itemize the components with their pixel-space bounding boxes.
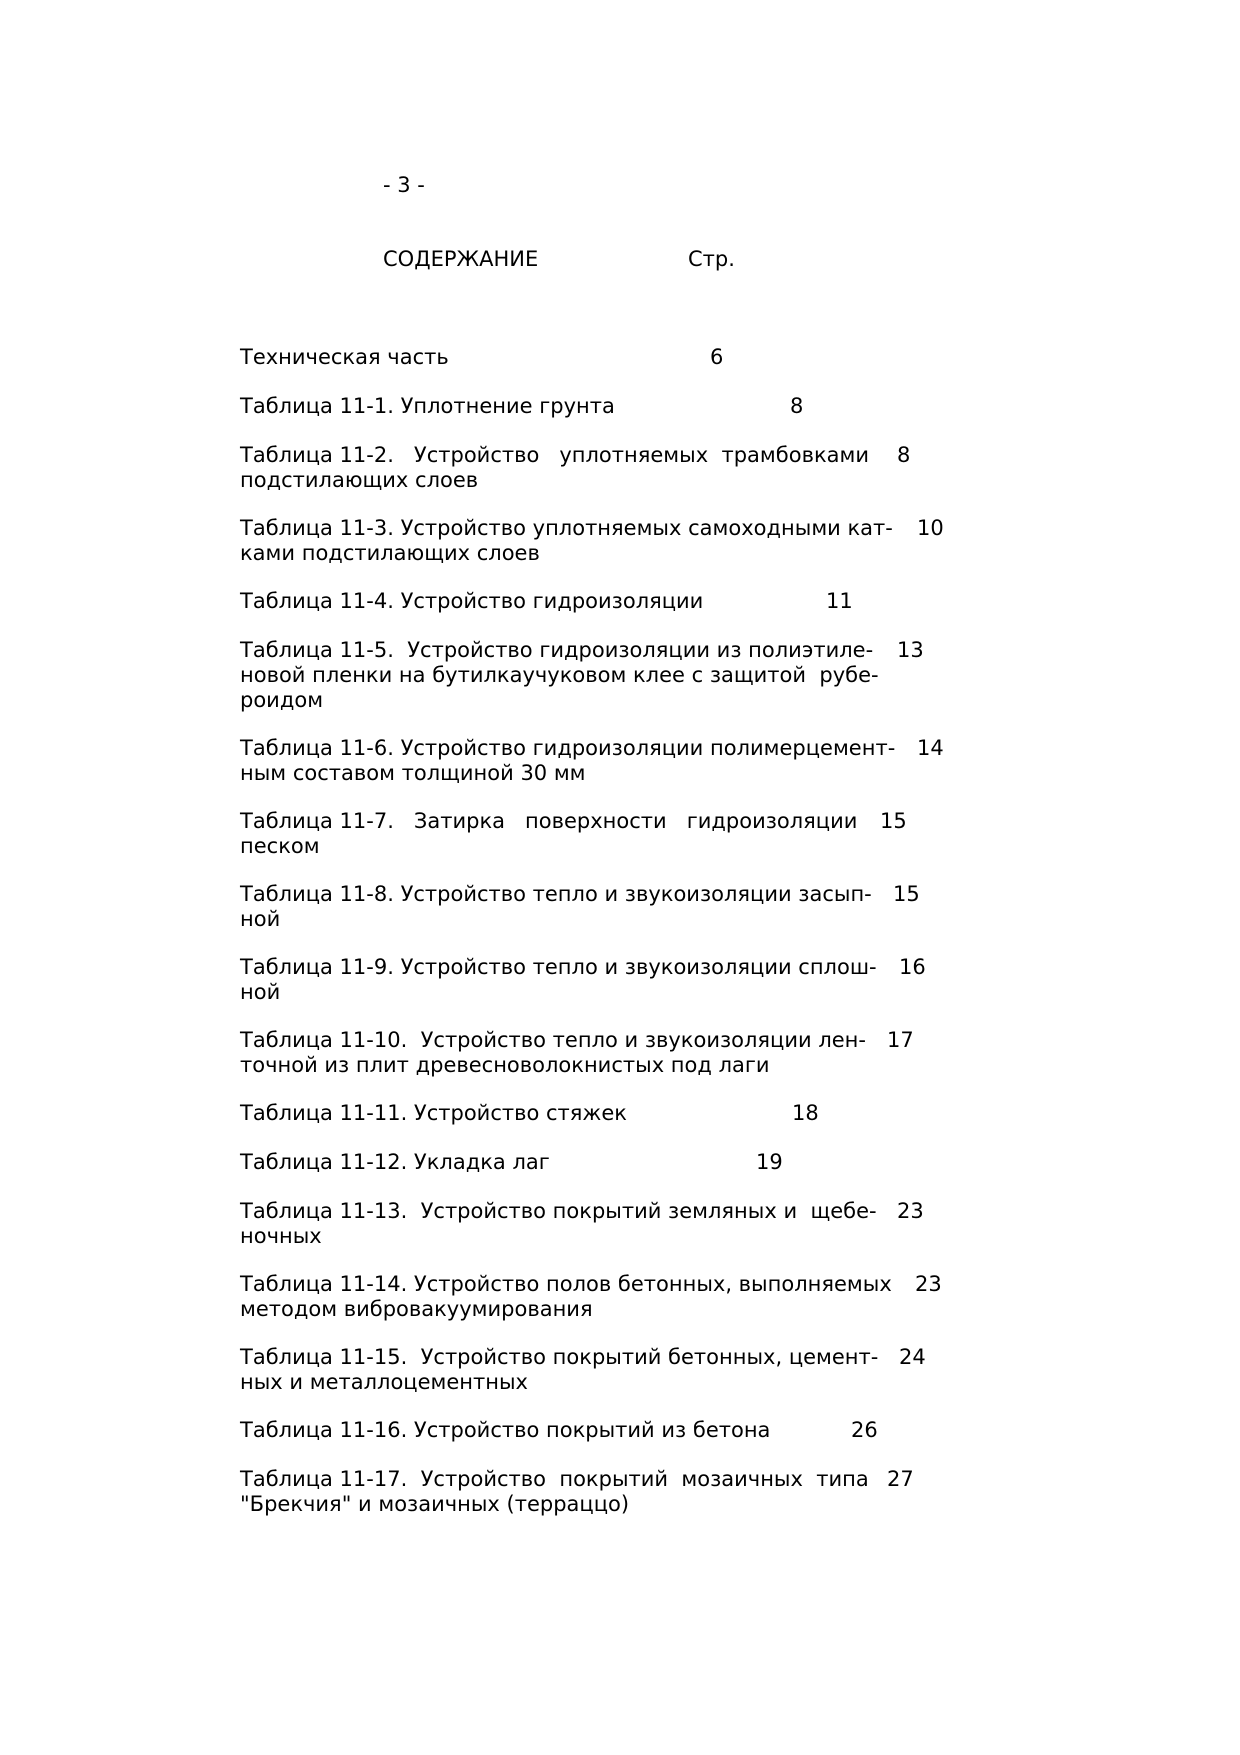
toc-entry (240, 1028, 980, 1078)
toc-entry-text-line: точной из плит древесноволокнистых под лаги (240, 1053, 770, 1077)
toc-entry-text-line: ночных (240, 1224, 322, 1248)
toc-entry-text-line: Таблица 11-12. Укладка лаг (240, 1150, 550, 1174)
toc-entry-page: 10 (917, 516, 944, 540)
toc-entry-text-line: Таблица 11-7. Затирка поверхности гидроизоляции (240, 809, 858, 833)
toc-entry (240, 736, 980, 786)
toc-entry-page: 13 (897, 638, 924, 662)
toc-entry (240, 1150, 980, 1175)
toc-entry-text-line: Таблица 11-16. Устройство покрытий из бетона (240, 1418, 771, 1442)
toc-entry-page: 16 (899, 955, 926, 979)
toc-entry-text-line: Техническая часть (240, 345, 449, 369)
toc-entry (240, 394, 980, 419)
toc-entry-page: 15 (893, 882, 920, 906)
toc-entry-page: 23 (897, 1199, 924, 1223)
toc-entry-page: 27 (887, 1467, 914, 1491)
toc-entry-page: 19 (756, 1150, 783, 1174)
toc-entry-text-line: Таблица 11-13. Устройство покрытий земляных и щебе- (240, 1199, 877, 1223)
toc-entry (240, 809, 980, 859)
toc-entry-text-line: Таблица 11-5. Устройство гидроизоляции из полиэтиле- (240, 638, 874, 662)
page-number: - 3 - (383, 173, 425, 197)
toc-entry-text-line: Таблица 11-10. Устройство тепло и звукоизоляции лен- (240, 1028, 866, 1052)
toc-entry (240, 1345, 980, 1395)
toc-entry-text-line: Таблица 11-6. Устройство гидроизоляции полимерцемент- (240, 736, 896, 760)
toc-heading: СОДЕРЖАНИЕ (383, 247, 539, 271)
toc-entry (240, 516, 980, 566)
toc-entry-text-line: Таблица 11-1. Уплотнение грунта (240, 394, 615, 418)
toc-entry-text-line: подстилающих слоев (240, 468, 479, 492)
toc-entry-text-line: Таблица 11-14. Устройство полов бетонных, выполняемых (240, 1272, 892, 1296)
toc-entry (240, 345, 980, 370)
toc-entry-text-line: новой пленки на бутилкаучуковом клее с защитой рубе- (240, 663, 879, 687)
toc-entry (240, 882, 980, 932)
toc-entry (240, 589, 980, 614)
toc-entry-text-line: роидом (240, 688, 324, 712)
toc-entry-text-line: Таблица 11-3. Устройство уплотняемых самоходными кат- (240, 516, 893, 540)
toc-entry (240, 1199, 980, 1249)
toc-entry-page: 14 (917, 736, 944, 760)
toc-entry-text-line: ками подстилающих слоев (240, 541, 540, 565)
toc-entry-text-line: ной (240, 907, 281, 931)
toc-entry-text-line: Таблица 11-4. Устройство гидроизоляции (240, 589, 704, 613)
toc-entry-text-line: ной (240, 980, 281, 1004)
toc-entry-text-line: Таблица 11-9. Устройство тепло и звукоизоляции сплош- (240, 955, 877, 979)
toc-page-column-label: Стр. (688, 247, 735, 271)
toc-entry-page: 24 (899, 1345, 926, 1369)
toc-entry (240, 443, 980, 493)
toc-entry (240, 1101, 980, 1126)
toc-entry-text-line: методом вибровакуумирования (240, 1297, 593, 1321)
toc-entry-text-line: Таблица 11-17. Устройство покрытий мозаичных типа (240, 1467, 869, 1491)
toc-entry-page: 23 (915, 1272, 942, 1296)
toc-entry-page: 17 (887, 1028, 914, 1052)
toc-entry (240, 1418, 980, 1443)
toc-entry-text-line: ным составом толщиной 30 мм (240, 761, 586, 785)
toc-entry-page: 6 (710, 345, 724, 369)
toc-entry-page: 15 (880, 809, 907, 833)
toc-entry-page: 8 (897, 443, 911, 467)
toc-entry (240, 955, 980, 1005)
toc-entry-page: 8 (790, 394, 804, 418)
toc-entry-page: 18 (792, 1101, 819, 1125)
toc-entry-page: 11 (826, 589, 853, 613)
toc-entry-text-line: Таблица 11-2. Устройство уплотняемых трамбовками (240, 443, 869, 467)
toc-entry-text-line: Таблица 11-15. Устройство покрытий бетонных, цемент- (240, 1345, 879, 1369)
toc-entry-text-line: "Брекчия" и мозаичных (терраццо) (240, 1492, 630, 1516)
toc-entry-text-line: песком (240, 834, 320, 858)
toc-entry (240, 1467, 980, 1517)
toc-entry-text-line: Таблица 11-8. Устройство тепло и звукоизоляции засып- (240, 882, 872, 906)
toc-entry-text-line: ных и металлоцементных (240, 1370, 528, 1394)
toc-entry-text-line: Таблица 11-11. Устройство стяжек (240, 1101, 627, 1125)
toc-entry-page: 26 (851, 1418, 878, 1442)
toc-entry (240, 638, 980, 713)
toc-entry (240, 1272, 980, 1322)
